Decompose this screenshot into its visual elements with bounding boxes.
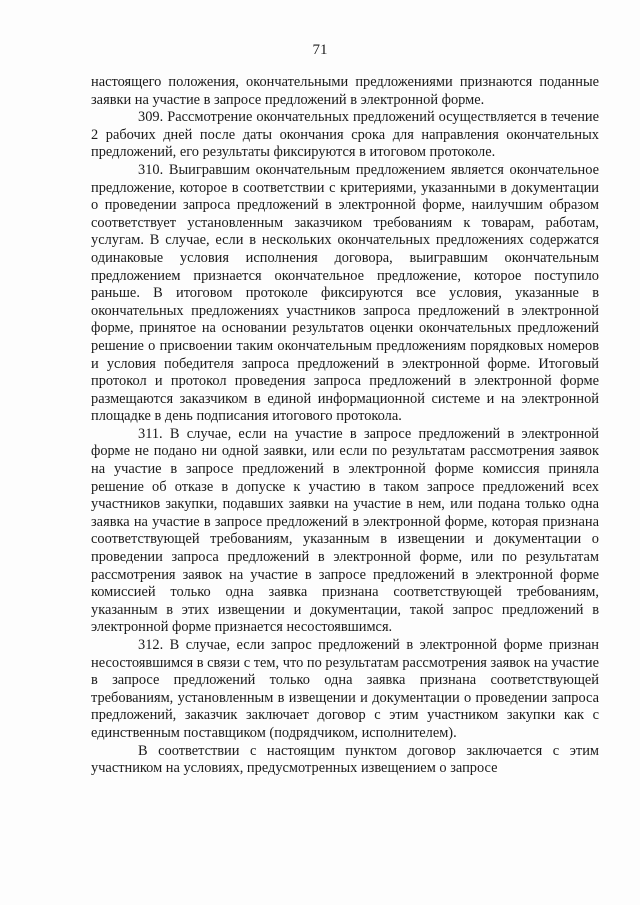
paragraph-312: 312. В случае, если запрос предложений в электронной форме признан несостоявшимся в связи с тем, что по результатам рассмотрения заявок на участие в запросе предложений только одна заявка признана соответствующей требованиям, установленным в извещении и документации о проведении запроса предложений, заказчик заключает договор с этим участником закупки как с единственным поставщиком (подрядчиком, исполнителем).: [91, 637, 599, 741]
paragraph-309: 309. Рассмотрение окончательных предложений осуществляется в течение 2 рабочих дней после даты окончания срока для направления окончательных предложений, его результаты фиксируются в итоговом протоколе.: [91, 109, 599, 161]
paragraph-310: 310. Выигравшим окончательным предложением является окончательное предложение, которое в соответствии с критериями, указанными в документации о проведении запроса предложений в электронной форме, наилучшим образом соответствует установленным заказчиком требованиям к товарам, работам, услугам. В случае, если в нескольких окончательных предложениях содержатся одинаковые условия исполнения договора, выигравшим окончательным предложением признается окончательное предложение, которое поступило раньше. В итоговом протоколе фиксируются все условия, указанные в окончательных предложениях участников запроса предложений в электронной форме, принятое на основании результатов оценки окончательных предложений решение о присвоении таким окончательным предложениям порядковых номеров и условия победителя запроса предложений в электронной форме. Итоговый протокол и протокол проведения запроса предложений в электронной форме размещаются заказчиком в единой информационной системе и на электронной площадке в день подписания итогового протокола.: [91, 161, 599, 425]
paragraph-continuation: настоящего положения, окончательными предложениями признаются поданные заявки на участие в запросе предложений в электронной форме.: [91, 74, 599, 108]
paragraph-312-continued: В соответствии с настоящим пунктом договор заключается с этим участником на условиях, предусмотренных извещением о запросе: [91, 742, 599, 777]
page-body: [91, 74, 599, 778]
paragraph-311: 311. В случае, если на участие в запросе предложений в электронной форме не подано ни одной заявки, или если по результатам рассмотрения заявок на участие в запросе предложений в электронной форме комиссия приняла решение об отказе в допуске к участию в таком запросе предложений всех участников закупки, подавших заявки на участие в нем, или подана только одна заявка на участие в запросе предложений в электронной форме, которая признана соответствующей требованиям, указанным в извещении и документации о проведении запроса предложений в электронной форме, или по результатам рассмотрения заявок на участие в запросе предложений в электронной форме комиссией только одна заявка признана соответствующей требованиям, указанным в этих извещении и документации, такой запрос предложений в электронной форме признается несостоявшимся.: [91, 425, 599, 636]
page-number: 71: [312, 42, 328, 58]
